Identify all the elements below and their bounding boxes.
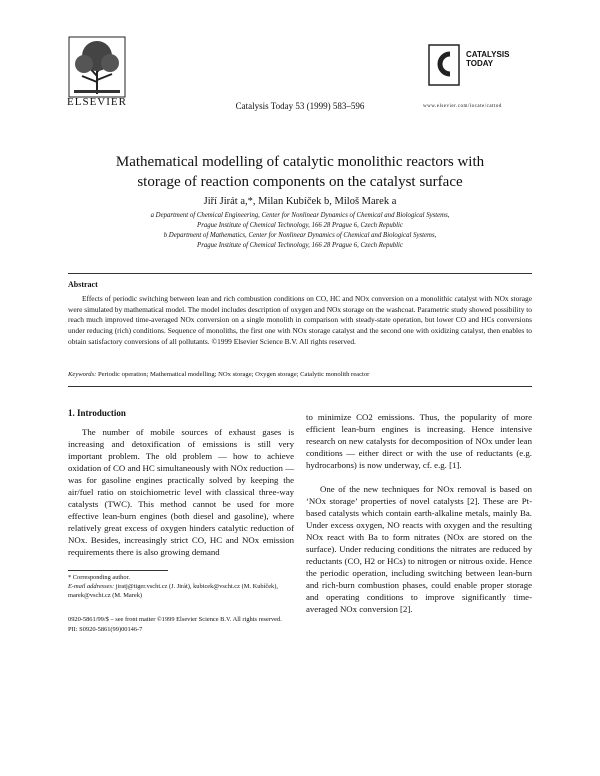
affiliation-a-line2: Prague Institute of Chemical Technology, 166 28 Prague 6, Czech Republic [197,222,403,229]
pii-line: PII: S0920-5861(99)00146-7 [68,626,143,633]
intro-paragraph-2: to minimize CO2 emissions. Thus, the popularity of more efficient lean-burn engines is increasing. Hence intensive research on new catalysts for decomposition of NOx under lean conditions — either direct or with the use of reductants (e.g. hydrocarbons) is now underway, cf. e.g. [1]. [306,412,532,470]
intro-paragraph-1: The number of mobile sources of exhaust gases is increasing and detoxification of emissions is still very important problem. The old problem — how to achieve oxidation of CO and HC simultaneously with NOx reduction — was for gasoline engines practically solved by keeping the air/fuel ratio on stoichiometric level with classical three-way catalysts (TWC). This method cannot be used for more effective lean-burn engines (both diesel and gasoline), where relatively great excess of oxygen hinders catalytic reduction of NOx. Besides, increasingly strict CO, HC and NOx emission requirements there is also growing demand [68,427,294,557]
affiliation-b-line1: b Department of Mathematics, Center for Nonlinear Dynamics of Chemical and Biological Systems, [163,232,437,239]
publisher-name: ELSEVIER [67,96,127,108]
abstract-text: Effects of periodic switching between lean and rich combustion conditions on CO, HC and NOx conversion on a monolithic catalyst with NOx storage were simulated by mathematical model. The model includes description of oxygen and NOx storage on the washcoat. Parametric study showed possibility to reach much improved time-averaged NOx conversion on a single monolith in comparison with steady-state operation, but lower CO and HCs conversions under reducing (rich) conditions. Sequence of monoliths, the first one with NOx storage catalyst and the second one with oxidizing catalyst, then enables to obtain satisfactory conversions of all pollutants. ©1999 Elsevier Science B.V. All rights reserved. [68,294,532,346]
journal-reference: Catalysis Today 53 (1999) 583–596 [235,101,365,111]
keywords-label: Keywords: [68,371,97,378]
divider-bottom [68,386,532,387]
email-label: E-mail addresses: [68,583,115,591]
title-line-2: storage of reaction components on the catalyst surface [137,174,463,190]
footnote [68,573,294,601]
corresponding-author: * Corresponding author. [68,574,130,581]
abstract-heading: Abstract [68,280,98,289]
affiliation-a [100,211,500,231]
journal-logo-text [466,50,509,68]
intro-paragraph-3: One of the new techniques for NOx removal is based on ‘NOx storage’ properties of novel catalysts [2]. These are Pt-based catalysts which contain earth-alkaline metals, mainly Ba. Under excess oxygen, NO reacts with oxygen and the resulting NOx react with Ba to form nitrates (NOx are stored on the surface). Under reducing conditions the nitrates are reduced by reductants (CO, H2 or HCs) to nitrogen or nitrous oxide. Hence the periodic operation, including switching between lean-burn and rich-burn combustion phases, could enable proper storage and operating conditions to improve significantly time-averaged NOx conversion [2]. [306,484,532,614]
affiliation-a-line1: a Department of Chemical Engineering, Center for Nonlinear Dynamics of Chemical and Biological Systems, [150,212,450,219]
divider-top [68,273,532,274]
footnote-divider [68,570,168,571]
affiliation-b-line2: Prague Institute of Chemical Technology, 166 28 Prague 6, Czech Republic [197,242,403,249]
journal-logo-line1: CATALYSIS [466,50,510,59]
keywords [68,371,532,378]
title-line-1: Mathematical modelling of catalytic monolithic reactors with [115,154,485,170]
left-column [68,426,294,558]
journal-logo-line2: TODAY [466,59,494,68]
copyright-line: 0920-5861/99/$ – see front matter ©1999 Elsevier Science B.V. All rights reserved. [68,616,282,623]
affiliation-b [100,231,500,251]
email-list: jiratj@tiger.vscht.cz (J. Jirát), kubicek@vscht.cz (M. Kubíček), marek@vscht.cz (M. Marek) [68,583,278,600]
journal-url[interactable]: www.elsevier.com/locate/cattod [423,104,502,109]
section-heading-introduction: 1. Introduction [68,408,126,418]
journal-logo [428,42,538,104]
email-addresses [68,582,294,600]
article-title [80,152,520,192]
right-column [306,411,532,615]
copyright-block [68,615,368,635]
keywords-list: Periodic operation; Mathematical modelling; NOx storage; Oxygen storage; Catalytic monolith reactor [97,371,370,378]
journal-cover-icon [428,44,460,86]
elsevier-tree-logo [68,36,126,98]
authors: Jiří Jirát a,*, Milan Kubíček b, Miloš Marek a [203,196,397,207]
